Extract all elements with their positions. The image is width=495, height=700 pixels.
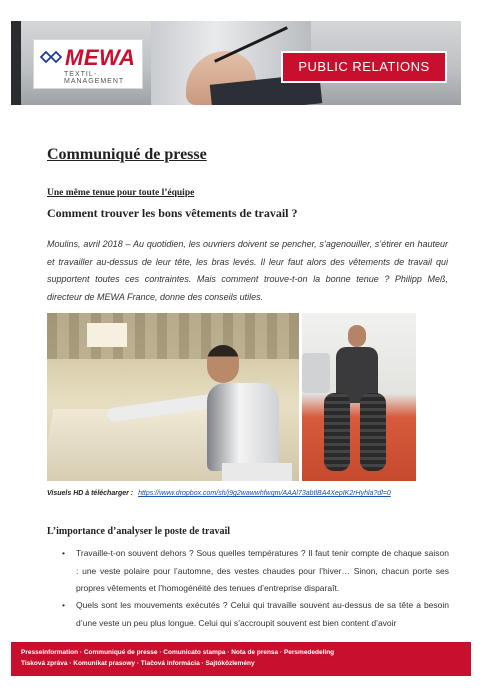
photo-worker-head: [207, 345, 239, 383]
photo-worker-legs: [222, 463, 292, 481]
section-title: L’importance d’analyser le poste de travail: [47, 526, 231, 537]
photo-worker-measuring: [47, 313, 299, 481]
mewa-logo: [33, 39, 143, 89]
photo-car: [302, 353, 330, 393]
public-relations-text: PUBLIC RELATIONS: [298, 59, 430, 74]
photo-tire-left: [324, 393, 350, 471]
photo-mechanic-head: [348, 325, 366, 347]
intro-paragraph: Moulins, avril 2018 – Au quotidien, les ouvriers doivent se pencher, s’agenouiller, s’étirer en hauteur et travailler au-dessus de leur tête, les bras levés. Il leur faut alors des vêtements de travail qui supportent toutes ces contraintes. Mais comment trouve-t-on la bonne tenue ? Philipp Meß, directeur de MEWA France, donne des conseils utiles.: [47, 239, 448, 302]
photo-window: [87, 323, 127, 347]
visuals-download-link[interactable]: https://www.dropbox.com/sh/j9g2wawwhfwqm/AAAl73abtlBA4XepIK2rHyhla?dl=0: [138, 490, 391, 497]
photo-tire-right: [360, 393, 386, 471]
public-relations-label: [281, 51, 447, 83]
bullet-icon: •: [62, 548, 65, 558]
list-item: [47, 545, 449, 599]
bullet-icon: •: [62, 600, 65, 610]
footer-languages-line-2: Tisková zpráva · Komunikat prasowy · Tlačová informácia · Sajtóközlemény: [21, 660, 255, 667]
list-item: [47, 597, 449, 633]
banner-edge: [11, 21, 21, 105]
footer-banner: [11, 642, 471, 676]
header-banner: [11, 21, 461, 105]
logo-subtitle: TEXTIL-MANAGEMENT: [64, 71, 125, 85]
footer-languages-line-1: Presseinformation · Communiqué de presse · Comunicato stampa · Nota de prensa · Persmededeling: [21, 649, 335, 656]
headline: Comment trouver les bons vêtements de travail ?: [47, 206, 298, 220]
photo-worker-body: [207, 383, 279, 471]
visuals-label: Visuels HD à télécharger :: [47, 490, 134, 497]
photo-ceiling: [47, 313, 299, 359]
list-item-text: Travaille-t-on souvent dehors ? Sous quelles températures ? Il faut tenir compte de chaque saison : une veste polaire pour l’automne, des vestes chaudes pour l’hiver… Sinon, chacun porte ses propres vêtements et l’homogénéité des tenues d’entreprise disparaît.: [76, 548, 449, 593]
mewa-emblem-icon: [40, 50, 62, 64]
list-item-text: Quels sont les mouvements exécutés ? Celui qui travaille souvent au-dessus de sa tête a besoin d’une veste un peu plus longue. Celui qui s’accroupit souvent est bien content d’avoir: [76, 600, 449, 628]
logo-name: MEWA: [65, 45, 136, 70]
page-title: Communiqué de presse: [47, 146, 207, 163]
subheading: Une même tenue pour toute l’équipe: [47, 188, 195, 198]
visuals-download: [47, 490, 457, 497]
photo-mechanic-tires: [302, 313, 416, 481]
